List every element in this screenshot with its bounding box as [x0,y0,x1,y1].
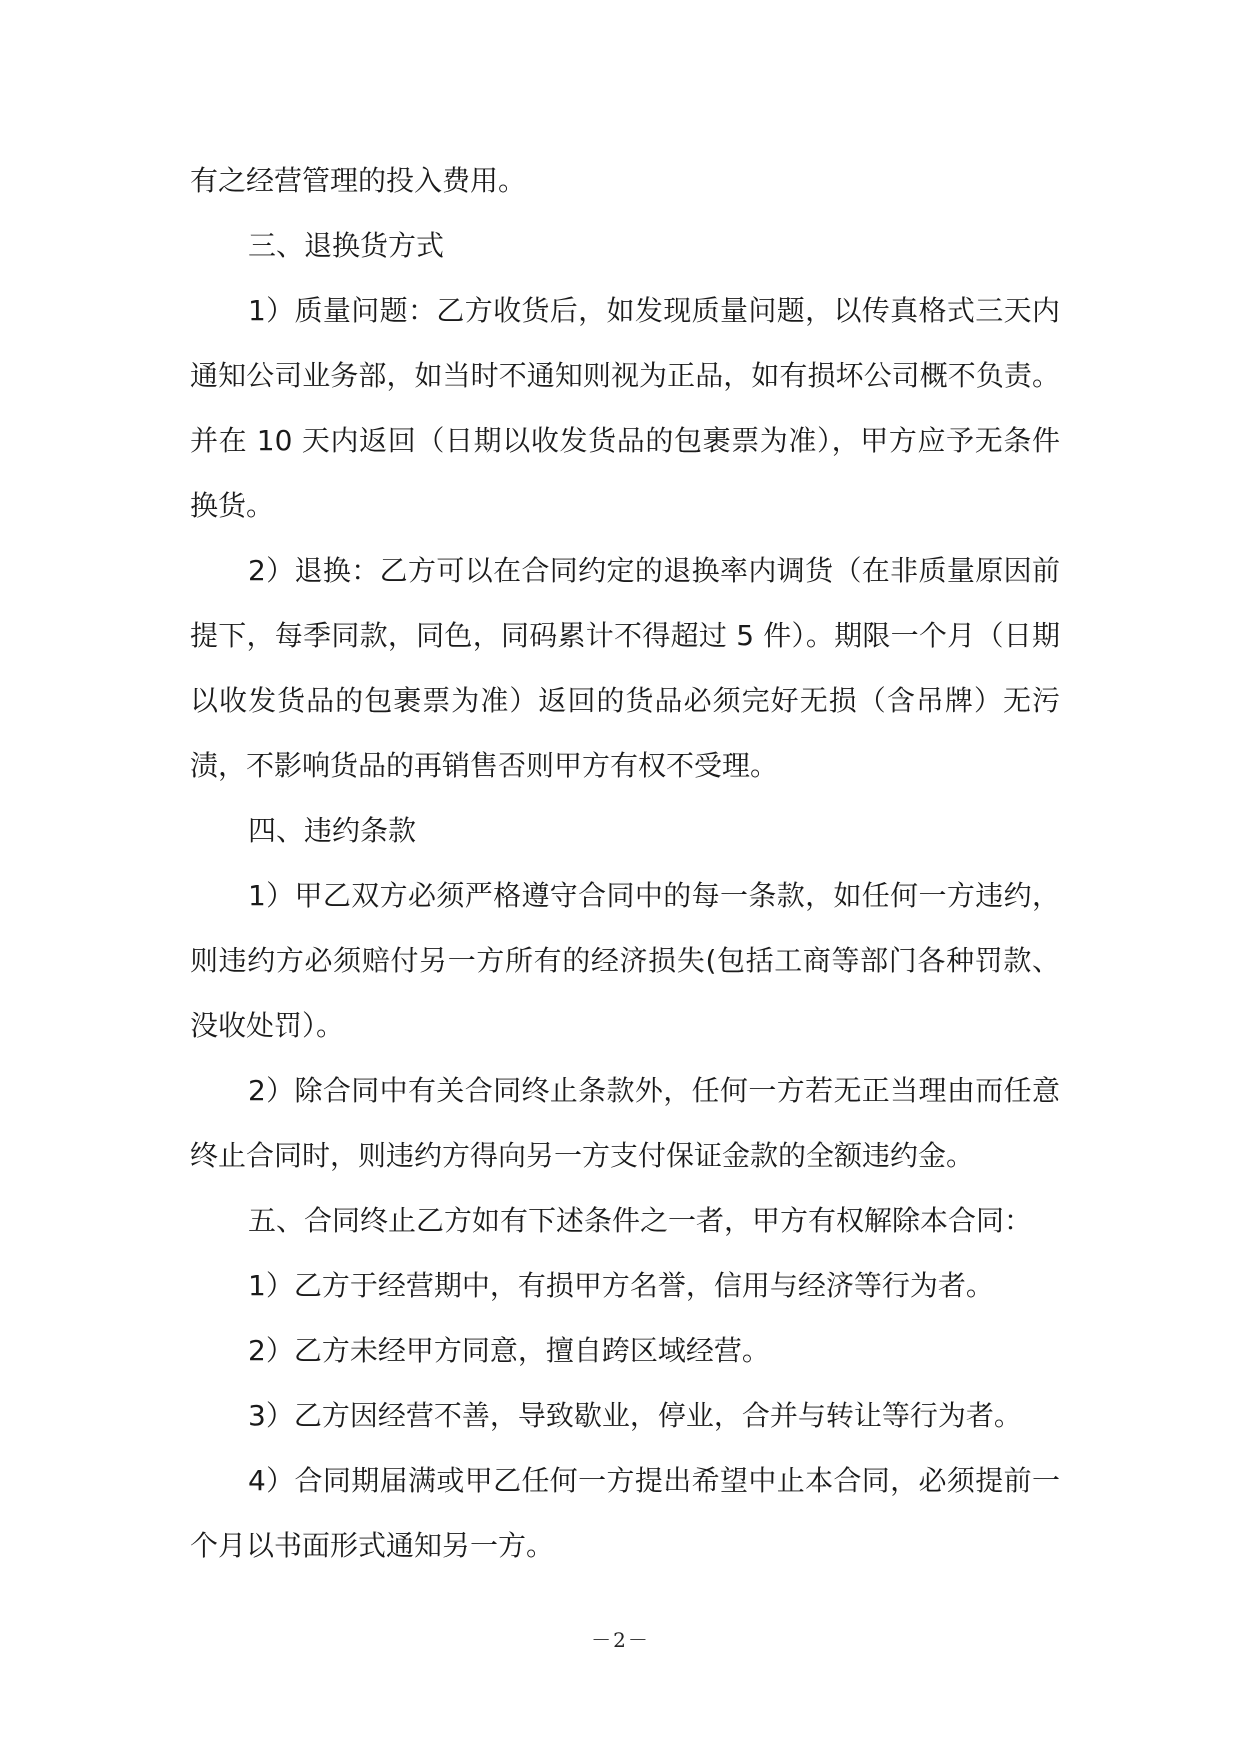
section-heading-termination: 五、合同终止乙方如有下述条件之一者，甲方有权解除本合同： [248,1204,1033,1237]
section-heading-returns: 三、退换货方式 [248,229,445,262]
termination-condition-3: 3）乙方因经营不善，导致歇业，停业，合并与转让等行为者。 [248,1399,1022,1432]
paragraph-continuation: 有之经营管理的投入费用。 [190,164,527,197]
document-body [190,148,1060,1578]
page-number: －2－ [591,1628,650,1652]
section-heading-breach: 四、违约条款 [248,814,417,847]
clause-quality-issue: 1）质量问题：乙方收货后，如发现质量问题，以传真格式三天内通知公司业务部，如当时不通知则视为正品，如有损坏公司概不负责。并在 10 天内返回（日期以收发货品的包裹票为准），甲方应予无条件换货。 [190,294,1060,522]
clause-breach-compensation: 1）甲乙双方必须严格遵守合同中的每一条款，如任何一方违约，则违约方必须赔付另一方所有的经济损失(包括工商等部门各种罚款、没收处罚）。 [190,879,1060,1042]
termination-condition-2: 2）乙方未经甲方同意，擅自跨区域经营。 [248,1334,770,1367]
clause-exchange: 2）退换：乙方可以在合同约定的退换率内调货（在非质量原因前提下，每季同款，同色，同码累计不得超过 5 件）。期限一个月（日期以收发货品的包裹票为准）返回的货品必须完好无损（含吊牌）无污渍，不影响货品的再销售否则甲方有权不受理。 [190,554,1060,782]
termination-condition-1: 1）乙方于经营期中，有损甲方名誉，信用与经济等行为者。 [248,1269,994,1302]
termination-condition-4: 4）合同期届满或甲乙任何一方提出希望中止本合同，必须提前一个月以书面形式通知另一方。 [190,1464,1060,1562]
clause-breach-termination: 2）除合同中有关合同终止条款外，任何一方若无正当理由而任意终止合同时，则违约方得向另一方支付保证金款的全额违约金。 [190,1074,1060,1172]
